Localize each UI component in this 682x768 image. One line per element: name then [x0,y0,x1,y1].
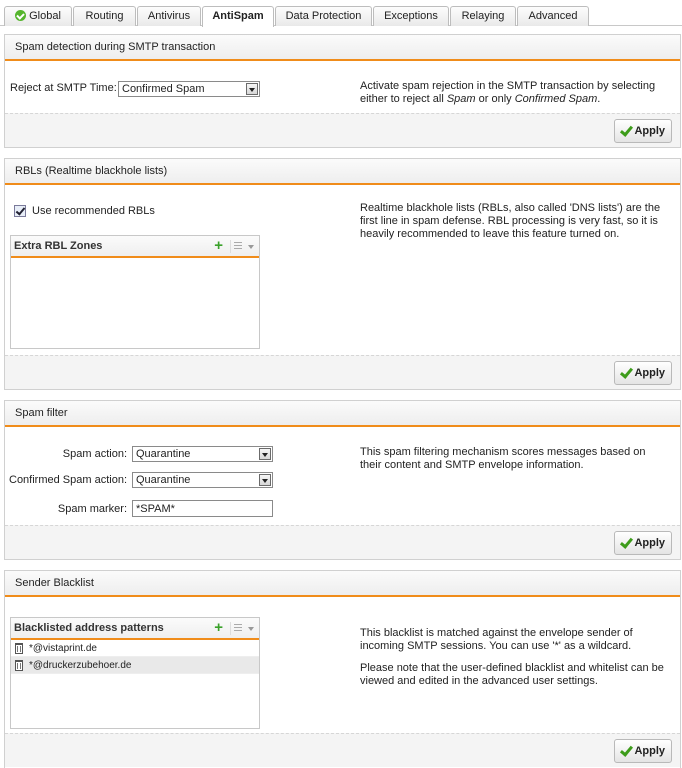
checkmark-icon [620,743,633,757]
apply-label: Apply [634,125,665,137]
apply-button[interactable] [614,531,672,555]
tab-routing[interactable] [73,6,136,26]
rbl-description: Realtime blackhole lists (RBLs, also called 'DNS lists') are the first line in spam defense. RBL processing is very fast, so it is heavily recommended to leave this feature turned on. [360,202,661,240]
check-circle-icon [15,10,26,21]
trash-icon[interactable] [15,643,23,654]
apply-label: Apply [634,745,665,757]
panel-title: Sender Blacklist [5,571,680,597]
spam-marker-label: Spam marker: [57,503,127,515]
reject-select-value: Confirmed Spam [122,83,205,95]
rbl-panel [4,158,681,390]
list-item[interactable] [11,640,259,657]
filter-description: This spam filtering mechanism scores messages based on their content and SMTP envelope information. [360,446,646,471]
panel-title: Spam filter [5,401,680,427]
apply-label: Apply [634,367,665,379]
list-item-label: *@druckerzubehoer.de [29,660,132,671]
tab-data-protection[interactable] [275,6,372,26]
tab-label: AntiSpam [212,10,264,22]
apply-button[interactable] [614,119,672,143]
tab-label: Antivirus [147,10,191,22]
use-rbl-label: Use recommended RBLs [32,205,155,217]
grid-title: Extra RBL Zones [14,240,103,252]
list-item-label: *@vistaprint.de [29,643,97,654]
blacklist-grid [10,617,260,729]
tab-global[interactable] [4,6,72,26]
panel-title: Spam detection during SMTP transaction [5,35,680,61]
tab-label: Data Protection [285,10,362,22]
extra-rbl-grid [10,235,260,349]
panel-footer [5,355,680,389]
panel-footer [5,525,680,559]
trash-icon[interactable] [15,660,23,671]
tab-advanced[interactable] [517,6,589,26]
apply-label: Apply [634,537,665,549]
checkmark-icon [620,535,633,549]
tab-antivirus[interactable] [137,6,201,26]
tab-bar [0,0,682,26]
add-icon[interactable]: + [214,619,223,636]
desc-text: . [597,93,601,105]
panel-title: RBLs (Realtime blackhole lists) [5,159,680,185]
tab-label: Advanced [528,10,578,22]
blacklist-description-1: This blacklist is matched against the envelope sender of incoming SMTP sessions. You can use '*' as a wildcard. [360,627,633,652]
grid-title: Blacklisted address patterns [14,622,164,634]
panel-footer [5,113,680,147]
confirmed-action-select[interactable] [132,472,273,488]
spam-marker-input[interactable] [132,500,273,517]
list-item[interactable] [11,657,259,674]
spam-action-select[interactable] [132,446,273,462]
apply-button[interactable] [614,739,672,763]
reject-label: Reject at SMTP Time: [10,82,117,94]
use-rbl-checkbox[interactable] [14,205,26,217]
desc-text: or only [475,93,515,105]
reject-select[interactable] [118,81,260,97]
tab-label: Exceptions [384,10,438,22]
grid-header [11,618,259,640]
chevron-down-icon [259,448,271,460]
tab-label: Routing [85,10,124,22]
checkmark-icon [620,123,633,137]
spam-filter-panel [4,400,681,560]
spam-action-label: Spam action: [62,448,127,460]
blacklist-description-2: Please note that the user-defined blacklist and whitelist can be viewed and edited in the advanced user settings. [360,662,664,687]
sender-blacklist-panel [4,570,681,768]
smtp-panel [4,34,681,148]
tab-exceptions[interactable] [373,6,449,26]
confirmed-action-label: Confirmed Spam action: [9,474,127,486]
desc-emphasis: Confirmed Spam [514,93,598,105]
chevron-down-icon [259,474,271,486]
grid-header [11,236,259,258]
list-menu-icon[interactable] [230,240,256,253]
desc-text: Activate spam rejection in the SMTP transaction by selecting either to reject all [360,80,656,105]
add-icon[interactable]: + [214,237,223,254]
spam-action-value: Quarantine [136,448,191,460]
checkmark-icon [620,365,633,379]
list-menu-icon[interactable] [230,622,256,635]
chevron-down-icon [246,83,258,95]
desc-emphasis: Spam [446,93,476,105]
tab-label: Relaying [461,10,505,22]
tab-relaying[interactable] [450,6,516,26]
confirmed-action-value: Quarantine [136,474,191,486]
apply-button[interactable] [614,361,672,385]
panel-footer [5,733,680,767]
tab-antispam[interactable] [202,6,274,27]
smtp-description [360,80,660,106]
tab-label: Global [29,10,61,22]
